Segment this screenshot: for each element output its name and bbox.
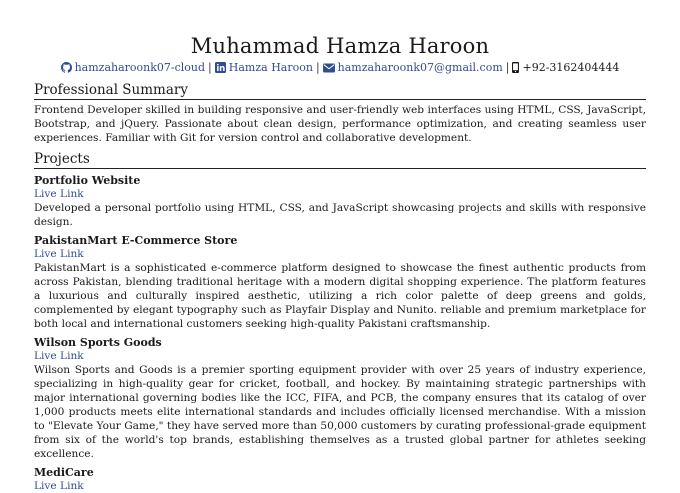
github-link[interactable]: hamzaharoonk07-cloud [74,61,206,74]
project-live-link[interactable]: Live Link [34,350,84,362]
summary-heading: Professional Summary [34,82,646,100]
envelope-icon [323,63,335,73]
linkedin-icon [215,62,226,73]
candidate-name: Muhammad Hamza Haroon [190,34,490,58]
mobile-phone-icon [512,62,519,73]
project-title: PakistanMart E-Commerce Store [34,234,238,247]
project-title: Wilson Sports Goods [34,336,162,349]
separator: | [505,61,510,74]
projects-heading: Projects [34,151,646,169]
project-live-link[interactable]: Live Link [34,248,84,260]
resume-page [34,34,646,493]
project-item [34,336,646,461]
project-item [34,234,646,331]
project-title: MediCare [34,466,94,479]
project-description: Wilson Sports and Goods is a premier sporting equipment provider with over 25 years of industry experience, specializing in high-quality gear for cricket, football, and hockey. By maintaining strategic partnerships with major international governing bodies like the ICC, FIFA, and PCB, the company ensures that its catalog of over 1,000 products meets elite international standards and includes officially licensed merchandise. With a mission to "Elevate Your Game," they have served more than 50,000 customers by curating professional-grade equipment from six of the world's top brands, establishing themselves as a trusted global partner for athletes seeking excellence. [34,364,646,460]
summary-text: Frontend Developer skilled in building responsive and user-friendly web interfaces using HTML, CSS, JavaScript, Bootstrap, and jQuery. Passionate about clean design, performance optimization, and creating seamless user experiences. Familiar with Git for version control and collaborative development. [34,104,646,144]
project-description: Developed a personal portfolio using HTML, CSS, and JavaScript showcasing projects and skills with responsive design. [34,202,646,228]
project-live-link[interactable]: Live Link [34,480,84,492]
contact-line [34,60,646,76]
project-title: Portfolio Website [34,174,141,187]
email-link[interactable]: hamzaharoonk07@gmail.com [337,61,503,74]
separator: | [315,61,320,74]
linkedin-link[interactable]: Hamza Haroon [228,61,313,74]
project-item [34,466,646,493]
phone-number: +92-3162404444 [522,61,620,74]
github-icon [61,62,72,73]
project-description: PakistanMart is a sophisticated e-commerce platform designed to showcase the finest authentic products from across Pakistan, blending traditional heritage with a modern digital shopping experience. The platform features a luxurious and culturally inspired aesthetic, utilizing a rich color palette of deep greens and golds, complemented by elegant typography such as Playfair Display and Nunito. reliable and premium marketplace for both local and international customers seeking high-quality Pakistani craftsmanship. [34,262,646,330]
project-live-link[interactable]: Live Link [34,188,84,200]
separator: | [208,61,212,74]
project-item [34,174,646,229]
